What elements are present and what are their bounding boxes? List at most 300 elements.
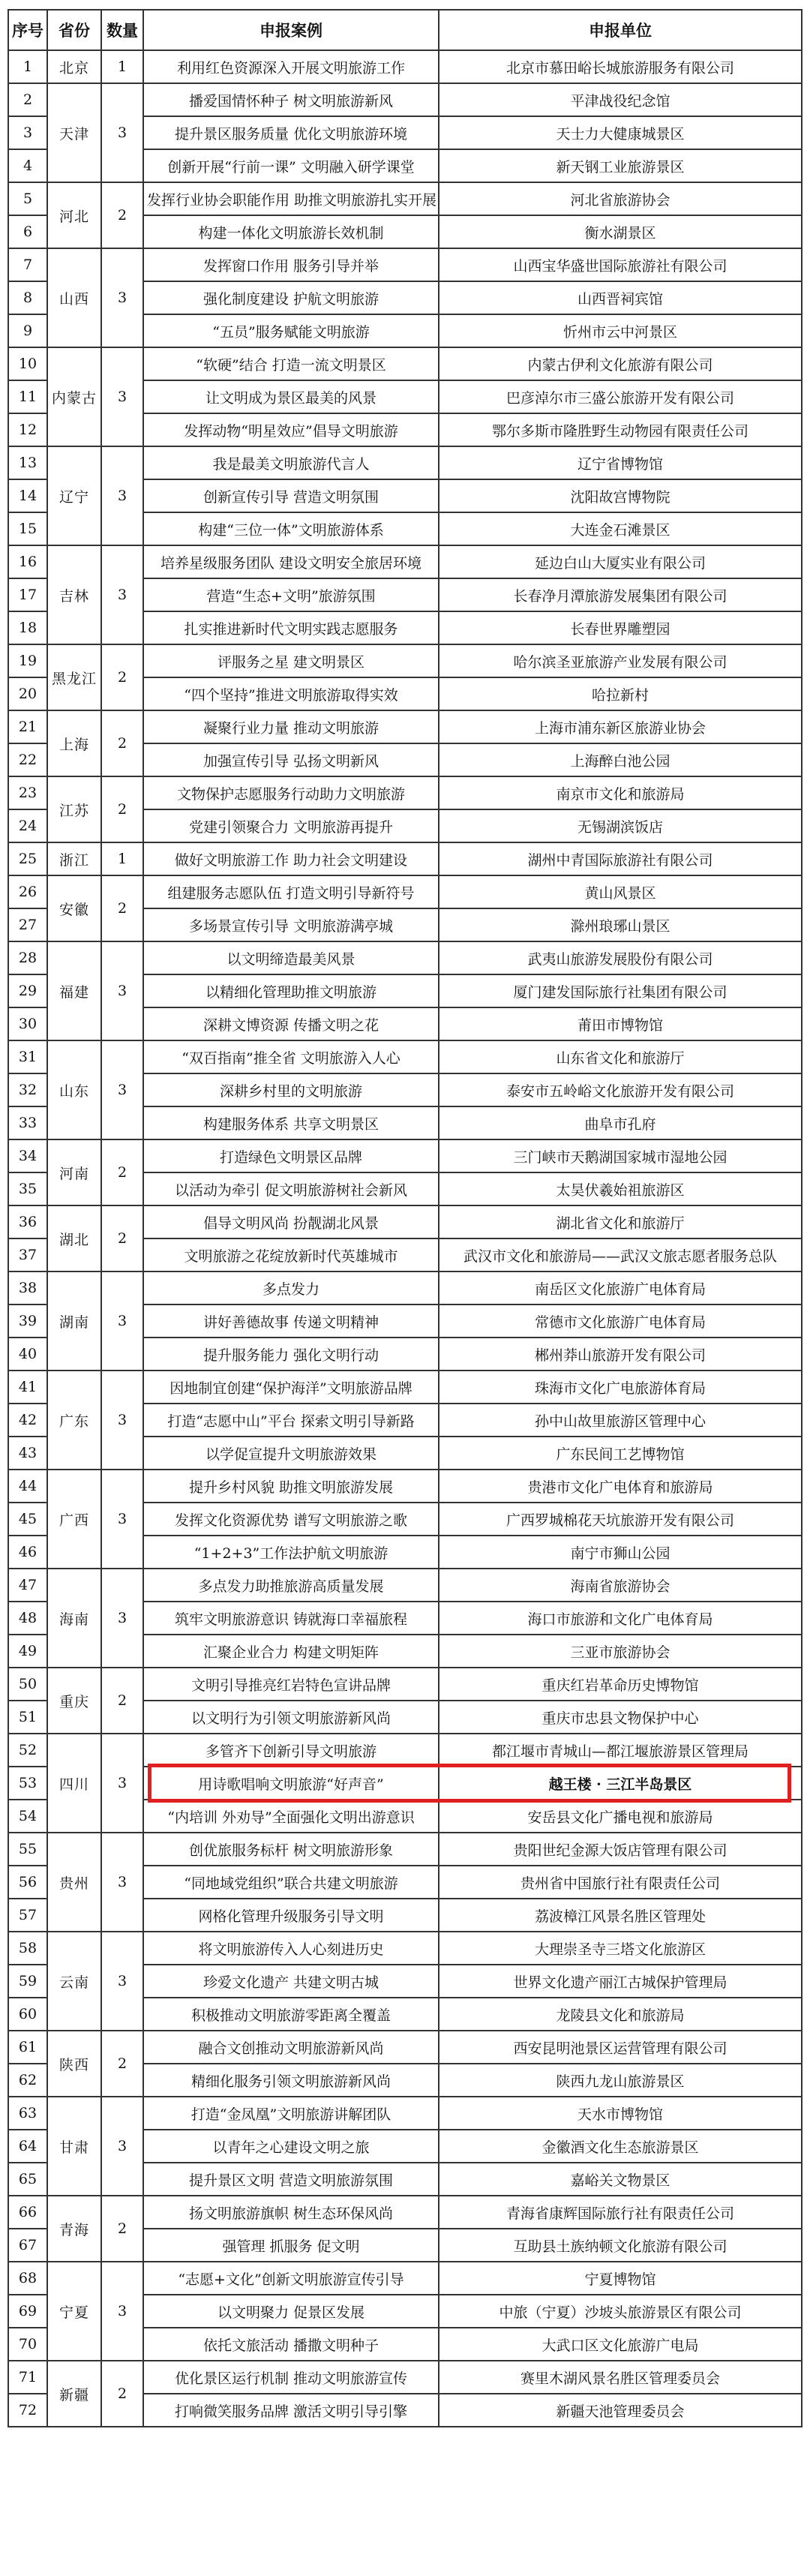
header-count: 数量 [101, 10, 143, 50]
unit-cell: 北京市慕田峪长城旅游服务有限公司 [439, 50, 802, 83]
case-cell: 汇聚企业合力 构建文明矩阵 [143, 1635, 439, 1668]
province-cell: 湖北 [47, 1205, 101, 1271]
unit-cell: 上海醉白池公园 [439, 743, 802, 776]
row-number: 21 [8, 710, 47, 743]
province-cell: 河北 [47, 182, 101, 248]
unit-cell: 海口市旅游和文化广电体育局 [439, 1602, 802, 1635]
case-cell: 将文明旅游传入人心刻进历史 [143, 1932, 439, 1965]
case-cell: 珍爱文化遗产 共建文明古城 [143, 1965, 439, 1998]
row-number: 45 [8, 1503, 47, 1536]
case-cell: 提升服务能力 强化文明行动 [143, 1338, 439, 1371]
unit-cell: 山东省文化和旅游厅 [439, 1040, 802, 1073]
unit-cell: 延边白山大厦实业有限公司 [439, 545, 802, 578]
unit-cell: 龙陵县文化和旅游局 [439, 1998, 802, 2031]
case-cell: 构建“三位一体”文明旅游体系 [143, 512, 439, 545]
unit-cell: 嘉峪关文物景区 [439, 2163, 802, 2196]
unit-cell: 南宁市狮山公园 [439, 1536, 802, 1569]
case-cell: 倡导文明风尚 扮靓湖北风景 [143, 1205, 439, 1238]
table-row [8, 50, 802, 83]
row-number: 35 [8, 1172, 47, 1205]
count-cell: 3 [101, 1040, 143, 1139]
case-cell: 多管齐下创新引导文明旅游 [143, 1734, 439, 1767]
province-cell: 辽宁 [47, 446, 101, 545]
row-number: 22 [8, 743, 47, 776]
row-number: 13 [8, 446, 47, 479]
case-cell: “同地域党组织”联合共建文明旅游 [143, 1866, 439, 1899]
case-cell: 多点发力 [143, 1271, 439, 1305]
case-cell: 文明旅游之花绽放新时代英雄城市 [143, 1238, 439, 1271]
case-cell: “五员”服务赋能文明旅游 [143, 314, 439, 347]
row-number: 48 [8, 1602, 47, 1635]
case-cell: 以文明聚力 促景区发展 [143, 2295, 439, 2328]
table-row [8, 2097, 802, 2130]
case-cell: 提升景区文明 营造文明旅游氛围 [143, 2163, 439, 2196]
unit-cell: 青海省康辉国际旅行社有限责任公司 [439, 2196, 802, 2229]
unit-cell: 新天钢工业旅游景区 [439, 149, 802, 182]
case-cell: 融合文创推动文明旅游新风尚 [143, 2031, 439, 2064]
table-row [8, 182, 802, 215]
row-number: 71 [8, 2361, 47, 2394]
count-cell: 2 [101, 182, 143, 248]
unit-cell: 都江堰市青城山—都江堰旅游景区管理局 [439, 1734, 802, 1767]
unit-cell: 海南省旅游协会 [439, 1569, 802, 1602]
case-cell: 网格化管理升级服务引导文明 [143, 1899, 439, 1932]
count-cell: 3 [101, 1734, 143, 1833]
case-cell: 打造绿色文明景区品牌 [143, 1139, 439, 1172]
table-row [8, 1205, 802, 1238]
province-cell: 内蒙古 [47, 347, 101, 446]
row-number: 53 [8, 1767, 47, 1800]
row-number: 4 [8, 149, 47, 182]
count-cell: 2 [101, 644, 143, 710]
unit-cell: 越王楼 · 三江半岛景区 [439, 1767, 802, 1800]
case-cell: 文物保护志愿服务行动助力文明旅游 [143, 776, 439, 809]
case-cell: 打响微笑服务品牌 激活文明引导引擎 [143, 2394, 439, 2427]
table-row [8, 446, 802, 479]
case-cell: 扬文明旅游旗帜 树生态环保风尚 [143, 2196, 439, 2229]
row-number: 5 [8, 182, 47, 215]
row-number: 36 [8, 1205, 47, 1238]
province-cell: 河南 [47, 1139, 101, 1205]
row-number: 11 [8, 380, 47, 413]
row-number: 23 [8, 776, 47, 809]
table-row [8, 941, 802, 974]
row-number: 28 [8, 941, 47, 974]
case-cell: 我是最美文明旅游代言人 [143, 446, 439, 479]
province-cell: 海南 [47, 1569, 101, 1668]
case-cell: 用诗歌唱响文明旅游“好声音” [143, 1767, 439, 1800]
table-row [8, 842, 802, 875]
province-cell: 山东 [47, 1040, 101, 1139]
case-cell: 强化制度建设 护航文明旅游 [143, 281, 439, 314]
count-cell: 3 [101, 248, 143, 347]
row-number: 67 [8, 2229, 47, 2262]
table-row [8, 1569, 802, 1602]
case-cell: 提升乡村风貌 助推文明旅游发展 [143, 1470, 439, 1503]
unit-cell: 哈尔滨圣亚旅游产业发展有限公司 [439, 644, 802, 677]
case-cell: 以活动为牵引 促文明旅游树社会新风 [143, 1172, 439, 1205]
unit-cell: 贵港市文化广电体育和旅游局 [439, 1470, 802, 1503]
table-row [8, 776, 802, 809]
unit-cell: 鄂尔多斯市隆胜野生动物园有限责任公司 [439, 413, 802, 446]
unit-cell: 滁州琅琊山景区 [439, 908, 802, 941]
row-number: 9 [8, 314, 47, 347]
count-cell: 3 [101, 545, 143, 644]
count-cell: 2 [101, 710, 143, 776]
case-cell: “四个坚持”推进文明旅游取得实效 [143, 677, 439, 710]
count-cell: 3 [101, 2097, 143, 2196]
row-number: 64 [8, 2130, 47, 2163]
unit-cell: 宁夏博物馆 [439, 2262, 802, 2295]
table-row [8, 1139, 802, 1172]
case-cell: 优化景区运行机制 推动文明旅游宣传 [143, 2361, 439, 2394]
row-number: 27 [8, 908, 47, 941]
unit-cell: 重庆红岩革命历史博物馆 [439, 1668, 802, 1701]
case-cell: 深耕文博资源 传播文明之花 [143, 1007, 439, 1040]
row-number: 10 [8, 347, 47, 380]
province-cell: 福建 [47, 941, 101, 1040]
table-row [8, 1371, 802, 1404]
row-number: 41 [8, 1371, 47, 1404]
unit-cell: 珠海市文化广电旅游体育局 [439, 1371, 802, 1404]
declaration-table [8, 9, 802, 2427]
province-cell: 广西 [47, 1470, 101, 1569]
case-cell: 因地制宜创建“保护海洋”文明旅游品牌 [143, 1371, 439, 1404]
case-cell: 以文明行为引领文明旅游新风尚 [143, 1701, 439, 1734]
row-number: 46 [8, 1536, 47, 1569]
case-cell: 筑牢文明旅游意识 铸就海口幸福旅程 [143, 1602, 439, 1635]
unit-cell: 武汉市文化和旅游局——武汉文旅志愿者服务总队 [439, 1238, 802, 1271]
table-row [8, 1470, 802, 1503]
unit-cell: 河北省旅游协会 [439, 182, 802, 215]
unit-cell: 曲阜市孔府 [439, 1106, 802, 1139]
province-cell: 重庆 [47, 1668, 101, 1734]
case-cell: 组建服务志愿队伍 打造文明引导新符号 [143, 875, 439, 908]
count-cell: 3 [101, 941, 143, 1040]
unit-cell: 厦门建发国际旅行社集团有限公司 [439, 974, 802, 1007]
case-cell: 打造“金凤凰”文明旅游讲解团队 [143, 2097, 439, 2130]
row-number: 30 [8, 1007, 47, 1040]
count-cell: 1 [101, 842, 143, 875]
row-number: 62 [8, 2064, 47, 2097]
unit-cell: 金徽酒文化生态旅游景区 [439, 2130, 802, 2163]
row-number: 3 [8, 116, 47, 149]
count-cell: 2 [101, 1205, 143, 1271]
case-cell: 依托文旅活动 播撒文明种子 [143, 2328, 439, 2361]
province-cell: 北京 [47, 50, 101, 83]
unit-cell: 安岳县文化广播电视和旅游局 [439, 1800, 802, 1833]
table-row [8, 1668, 802, 1701]
unit-cell: 湖州中青国际旅游社有限公司 [439, 842, 802, 875]
count-cell: 1 [101, 50, 143, 83]
table-row [8, 83, 802, 116]
count-cell: 2 [101, 2031, 143, 2097]
province-cell: 吉林 [47, 545, 101, 644]
table-row [8, 347, 802, 380]
unit-cell: 陕西九龙山旅游景区 [439, 2064, 802, 2097]
unit-cell: 常德市文化旅游广电体育局 [439, 1305, 802, 1338]
row-number: 8 [8, 281, 47, 314]
row-number: 50 [8, 1668, 47, 1701]
case-cell: 创优旅服务标杆 树文明旅游形象 [143, 1833, 439, 1866]
table-body [8, 50, 802, 2427]
unit-cell: 郴州莽山旅游开发有限公司 [439, 1338, 802, 1371]
case-cell: 党建引领聚合力 文明旅游再提升 [143, 809, 439, 842]
unit-cell: 辽宁省博物馆 [439, 446, 802, 479]
row-number: 24 [8, 809, 47, 842]
unit-cell: 世界文化遗产丽江古城保护管理局 [439, 1965, 802, 1998]
unit-cell: 大理崇圣寺三塔文化旅游区 [439, 1932, 802, 1965]
row-number: 26 [8, 875, 47, 908]
case-cell: 讲好善德故事 传递文明精神 [143, 1305, 439, 1338]
case-cell: 播爱国情怀种子 树文明旅游新风 [143, 83, 439, 116]
unit-cell: 泰安市五岭峪文化旅游开发有限公司 [439, 1073, 802, 1106]
unit-cell: 西安昆明池景区运营管理有限公司 [439, 2031, 802, 2064]
case-cell: 营造“生态+文明”旅游氛围 [143, 578, 439, 611]
row-number: 32 [8, 1073, 47, 1106]
row-number: 68 [8, 2262, 47, 2295]
province-cell: 湖南 [47, 1271, 101, 1371]
case-cell: “内培训 外劝导”全面强化文明出游意识 [143, 1800, 439, 1833]
unit-cell: 孙中山故里旅游区管理中心 [439, 1404, 802, 1437]
unit-cell: 三亚市旅游协会 [439, 1635, 802, 1668]
unit-cell: 黄山风景区 [439, 875, 802, 908]
row-number: 69 [8, 2295, 47, 2328]
unit-cell: 太昊伏羲始祖旅游区 [439, 1172, 802, 1205]
row-number: 51 [8, 1701, 47, 1734]
unit-cell: 新疆天池管理委员会 [439, 2394, 802, 2427]
case-cell: 多点发力助推旅游高质量发展 [143, 1569, 439, 1602]
row-number: 61 [8, 2031, 47, 2064]
count-cell: 2 [101, 776, 143, 842]
province-cell: 新疆 [47, 2361, 101, 2427]
unit-cell: 衡水湖景区 [439, 215, 802, 248]
province-cell: 云南 [47, 1932, 101, 2031]
row-number: 31 [8, 1040, 47, 1073]
header-no: 序号 [8, 10, 47, 50]
count-cell: 2 [101, 875, 143, 941]
row-number: 18 [8, 611, 47, 644]
unit-cell: 天士力大健康城景区 [439, 116, 802, 149]
row-number: 47 [8, 1569, 47, 1602]
case-cell: 构建一体化文明旅游长效机制 [143, 215, 439, 248]
unit-cell: 山西宝华盛世国际旅游社有限公司 [439, 248, 802, 281]
case-cell: 创新宣传引导 营造文明氛围 [143, 479, 439, 512]
case-cell: 创新开展“行前一课” 文明融入研学课堂 [143, 149, 439, 182]
unit-cell: 天水市博物馆 [439, 2097, 802, 2130]
unit-cell: 南京市文化和旅游局 [439, 776, 802, 809]
row-number: 42 [8, 1404, 47, 1437]
province-cell: 天津 [47, 83, 101, 182]
count-cell: 2 [101, 2196, 143, 2262]
unit-cell: 贵州省中国旅行社有限责任公司 [439, 1866, 802, 1899]
case-cell: “1+2+3”工作法护航文明旅游 [143, 1536, 439, 1569]
row-number: 56 [8, 1866, 47, 1899]
case-cell: 扎实推进新时代文明实践志愿服务 [143, 611, 439, 644]
unit-cell: 沈阳故宫博物院 [439, 479, 802, 512]
row-number: 54 [8, 1800, 47, 1833]
table-row [8, 2262, 802, 2295]
unit-cell: 互助县土族纳顿文化旅游有限公司 [439, 2229, 802, 2262]
table-row [8, 545, 802, 578]
case-cell: 做好文明旅游工作 助力社会文明建设 [143, 842, 439, 875]
row-number: 57 [8, 1899, 47, 1932]
province-cell: 青海 [47, 2196, 101, 2262]
case-cell: “双百指南”推全省 文明旅游入人心 [143, 1040, 439, 1073]
case-cell: 构建服务体系 共享文明景区 [143, 1106, 439, 1139]
unit-cell: 中旅（宁夏）沙坡头旅游景区有限公司 [439, 2295, 802, 2328]
table-row [8, 1040, 802, 1073]
count-cell: 3 [101, 1470, 143, 1569]
unit-cell: 莆田市博物馆 [439, 1007, 802, 1040]
table-row [8, 2361, 802, 2394]
province-cell: 浙江 [47, 842, 101, 875]
row-number: 40 [8, 1338, 47, 1371]
province-cell: 四川 [47, 1734, 101, 1833]
unit-cell: 重庆市忠县文物保护中心 [439, 1701, 802, 1734]
case-cell: 以文明缔造最美风景 [143, 941, 439, 974]
province-cell: 安徽 [47, 875, 101, 941]
province-cell: 宁夏 [47, 2262, 101, 2361]
row-number: 43 [8, 1437, 47, 1470]
row-number: 12 [8, 413, 47, 446]
row-number: 1 [8, 50, 47, 83]
province-cell: 上海 [47, 710, 101, 776]
province-cell: 广东 [47, 1371, 101, 1470]
row-number: 65 [8, 2163, 47, 2196]
table-row [8, 710, 802, 743]
unit-cell: 哈拉新村 [439, 677, 802, 710]
unit-cell: 湖北省文化和旅游厅 [439, 1205, 802, 1238]
count-cell: 2 [101, 2361, 143, 2427]
unit-cell: 无锡湖滨饭店 [439, 809, 802, 842]
table-row [8, 1833, 802, 1866]
province-cell: 江苏 [47, 776, 101, 842]
row-number: 38 [8, 1271, 47, 1305]
row-number: 17 [8, 578, 47, 611]
row-number: 16 [8, 545, 47, 578]
unit-cell: 三门峡市天鹅湖国家城市湿地公园 [439, 1139, 802, 1172]
row-number: 19 [8, 644, 47, 677]
row-number: 15 [8, 512, 47, 545]
table-row [8, 248, 802, 281]
row-number: 39 [8, 1305, 47, 1338]
unit-cell: 广西罗城棉花天坑旅游开发有限公司 [439, 1503, 802, 1536]
case-cell: 发挥文化资源优势 谱写文明旅游之歌 [143, 1503, 439, 1536]
unit-cell: 平津战役纪念馆 [439, 83, 802, 116]
count-cell: 3 [101, 347, 143, 446]
row-number: 49 [8, 1635, 47, 1668]
case-cell: 加强宣传引导 弘扬文明新风 [143, 743, 439, 776]
case-cell: 打造“志愿中山”平台 探索文明引导新路 [143, 1404, 439, 1437]
header-province: 省份 [47, 10, 101, 50]
row-number: 6 [8, 215, 47, 248]
case-cell: 强管理 抓服务 促文明 [143, 2229, 439, 2262]
province-cell: 山西 [47, 248, 101, 347]
unit-cell: 山西晋祠宾馆 [439, 281, 802, 314]
row-number: 72 [8, 2394, 47, 2427]
row-number: 44 [8, 1470, 47, 1503]
count-cell: 3 [101, 83, 143, 182]
case-cell: 以精细化管理助推文明旅游 [143, 974, 439, 1007]
count-cell: 2 [101, 1668, 143, 1734]
row-number: 55 [8, 1833, 47, 1866]
case-cell: 以学促宣提升文明旅游效果 [143, 1437, 439, 1470]
unit-cell: 长春净月潭旅游发展集团有限公司 [439, 578, 802, 611]
row-number: 7 [8, 248, 47, 281]
province-cell: 贵州 [47, 1833, 101, 1932]
row-number: 58 [8, 1932, 47, 1965]
unit-cell: 巴彦淖尔市三盛公旅游开发有限公司 [439, 380, 802, 413]
province-cell: 陕西 [47, 2031, 101, 2097]
row-number: 70 [8, 2328, 47, 2361]
table-row [8, 875, 802, 908]
unit-cell: 武夷山旅游发展股份有限公司 [439, 941, 802, 974]
row-number: 33 [8, 1106, 47, 1139]
case-cell: 文明引导推亮红岩特色宣讲品牌 [143, 1668, 439, 1701]
case-cell: 深耕乡村里的文明旅游 [143, 1073, 439, 1106]
table-row [8, 644, 802, 677]
unit-cell: 赛里木湖风景名胜区管理委员会 [439, 2361, 802, 2394]
count-cell: 2 [101, 1139, 143, 1205]
row-number: 14 [8, 479, 47, 512]
unit-cell: 上海市浦东新区旅游业协会 [439, 710, 802, 743]
table-row [8, 1271, 802, 1305]
case-cell: 培养星级服务团队 建设文明安全旅居环境 [143, 545, 439, 578]
unit-cell: 广东民间工艺博物馆 [439, 1437, 802, 1470]
row-number: 52 [8, 1734, 47, 1767]
unit-cell: 贵阳世纪金源大饭店管理有限公司 [439, 1833, 802, 1866]
table-row [8, 2031, 802, 2064]
unit-cell: 忻州市云中河景区 [439, 314, 802, 347]
count-cell: 3 [101, 1833, 143, 1932]
province-cell: 甘肃 [47, 2097, 101, 2196]
header-case: 申报案例 [143, 10, 439, 50]
count-cell: 3 [101, 446, 143, 545]
row-number: 37 [8, 1238, 47, 1271]
case-cell: “志愿+文化”创新文明旅游宣传引导 [143, 2262, 439, 2295]
count-cell: 3 [101, 1271, 143, 1371]
row-number: 29 [8, 974, 47, 1007]
case-cell: “软硬”结合 打造一流文明景区 [143, 347, 439, 380]
unit-cell: 大连金石滩景区 [439, 512, 802, 545]
row-number: 34 [8, 1139, 47, 1172]
case-cell: 让文明成为景区最美的风景 [143, 380, 439, 413]
case-cell: 发挥行业协会职能作用 助推文明旅游扎实开展 [143, 182, 439, 215]
case-cell: 提升景区服务质量 优化文明旅游环境 [143, 116, 439, 149]
count-cell: 3 [101, 1932, 143, 2031]
row-number: 59 [8, 1965, 47, 1998]
table-row [8, 2196, 802, 2229]
province-cell: 黑龙江 [47, 644, 101, 710]
case-cell: 积极推动文明旅游零距离全覆盖 [143, 1998, 439, 2031]
header-row [8, 10, 802, 50]
case-cell: 精细化服务引领文明旅游新风尚 [143, 2064, 439, 2097]
case-cell: 发挥窗口作用 服务引导并举 [143, 248, 439, 281]
unit-cell: 大武口区文化旅游广电局 [439, 2328, 802, 2361]
case-cell: 评服务之星 建文明景区 [143, 644, 439, 677]
case-cell: 发挥动物“明星效应”倡导文明旅游 [143, 413, 439, 446]
case-cell: 多场景宣传引导 文明旅游满亭城 [143, 908, 439, 941]
case-cell: 利用红色资源深入开展文明旅游工作 [143, 50, 439, 83]
unit-cell: 南岳区文化旅游广电体育局 [439, 1271, 802, 1305]
row-number: 2 [8, 83, 47, 116]
unit-cell: 长春世界雕塑园 [439, 611, 802, 644]
case-cell: 凝聚行业力量 推动文明旅游 [143, 710, 439, 743]
table-row [8, 1734, 802, 1767]
row-number: 25 [8, 842, 47, 875]
unit-cell: 荔波樟江风景名胜区管理处 [439, 1899, 802, 1932]
